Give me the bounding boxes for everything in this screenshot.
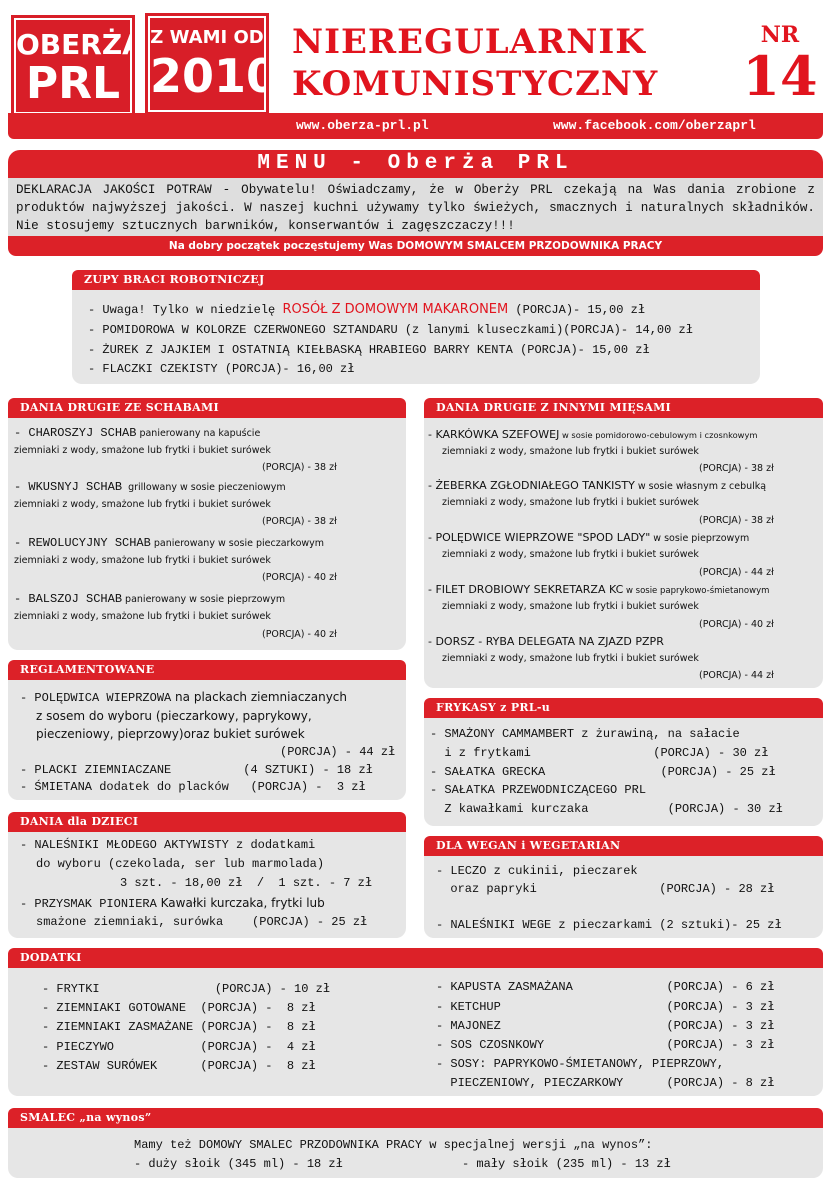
item-sides: ziemniaki z wody, smażone lub frytki i bukiet surówek [14,611,271,622]
logo-oberza-prl [14,18,144,114]
logo-since-line1: Z WAMI OD [150,27,264,48]
item-sides: ziemniaki z wody, smażone lub frytki i bukiet surówek [14,555,271,566]
section-body [424,418,823,688]
section-body [424,856,823,938]
item-desc: pieczeniowy, pieprzowy)oraz bukiet surówek [36,727,305,741]
issue-number: 14 [742,44,818,108]
item-desc: z sosem do wyboru (pieczarkowy, paprykowy, [36,709,312,723]
section-body [8,968,823,1096]
section-title: DANIA dla DZIECI [8,812,406,832]
list-item: - CHAROSZYJ SCHAB panierowany na kapuście [14,426,261,440]
list-item: - ZIEMNIAKI GOTOWANE (PORCJA) - 8 zł [42,1001,316,1015]
welcome-note: Na dobry początek poczęstujemy Was DOMOWYM SMALCEM PRZODOWNIKA PRACY [8,236,823,256]
section-title: SMALEC „na wynos” [8,1108,823,1128]
section-body [8,832,406,938]
section-title: ZUPY BRACI ROBOTNICZEJ [72,270,760,290]
item-price: (PORCJA) - 38 zł [262,462,337,473]
list-item: - SOSY: PAPRYKOWO-ŚMIETANOWY, PIEPRZOWY, [436,1057,725,1071]
list-item: - PRZYSMAK PIONIERA Kawałki kurczaka, frytki lub [20,896,325,911]
item-price: (PORCJA) - 38 zł [699,515,774,526]
item-sides: ziemniaki z wody, smażone lub frytki i bukiet surówek [442,601,699,612]
list-item: - POMIDOROWA W KOLORZE CZERWONEGO SZTANDARU (z lanymi kluseczkami)(PORCJA)- 14,00 zł [88,323,693,337]
item-price: (PORCJA) - 40 zł [262,629,337,640]
list-item: - KETCHUP (PORCJA) - 3 zł [436,1000,775,1014]
item-price: (PORCJA) - 38 zł [262,516,337,527]
list-item: - PIECZYWO (PORCJA) - 4 zł [42,1040,316,1054]
section-body [8,418,406,650]
list-item: - ZIEMNIAKI ZASMAŻANE (PORCJA) - 8 zł [42,1020,316,1034]
highlight-text: ROSÓŁ Z DOMOWYM MAKARONEM [282,302,509,317]
section-title: DANIA DRUGIE ZE SCHABAMI [8,398,406,418]
list-item: - DORSZ - RYBA DELEGATA NA ZJAZD PZPR [428,635,664,648]
item-desc: smażone ziemniaki, surówka (PORCJA) - 25 zł [36,915,368,929]
section-frykasy [424,698,823,826]
list-item: - SAŁATKA PRZEWODNICZĄCEGO PRL [430,783,647,797]
item-sides: ziemniaki z wody, smażone lub frytki i bukiet surówek [442,497,699,508]
item-price: (PORCJA) - 40 zł [262,572,337,583]
section-dzieci [8,812,406,938]
section-title: REGLAMENTOWANE [8,660,406,680]
item-price: (PORCJA) - 40 zł [699,619,774,630]
website-link[interactable]: www.oberza-prl.pl [296,118,429,133]
list-item: - NALEŚNIKI MŁODEGO AKTYWISTY z dodatkami [20,838,316,852]
section-title: DANIA DRUGIE Z INNYMI MIĘSAMI [424,398,823,418]
section-body [8,1128,823,1178]
section-wegan [424,836,823,938]
list-item: - BALSZOJ SCHAB panierowany w sosie pieprzowym [14,592,286,606]
list-item: - POLĘDWICA WIEPRZOWA na plackach ziemniaczanych [20,690,347,705]
list-item: - KAPUSTA ZASMAŻANA (PORCJA) - 6 zł [436,980,775,994]
item-price: (PORCJA) - 44 zł [699,670,774,681]
list-item: - NALEŚNIKI WEGE z pieczarkami (2 sztuki)- 25 zł [436,918,782,932]
issue-number-label: NR [760,22,800,48]
section-title: FRYKASY z PRL-u [424,698,823,718]
list-item: - ŻEBERKA ZGŁODNIAŁEGO TANKISTY w sosie własnym z cebulką [428,479,767,492]
section-reglamentowane [8,660,406,800]
list-item: - ŚMIETANA dodatek do placków (PORCJA) - 3 zł [20,780,366,794]
quality-declaration: DEKLARACJA JAKOŚCI POTRAW - Obywatelu! Oświadczamy, że w Oberży PRL czekają na Was dania zrobione z produktów najwyższej jakości. W naszej kuchni używamy tylko świeżych, smacznych i naturalnych składników. Nie stosujemy sztucznych barwników, konserwantów i zagęszczaczy!!! [8,178,823,236]
list-item: - SAŁATKA GRECKA (PORCJA) - 25 zł [430,765,776,779]
section-zupy [72,270,760,384]
list-item: - SMAŻONY CAMMAMBERT z żurawiną, na sałacie [430,727,740,741]
menu-title: MENU - Oberża PRL [8,150,823,178]
logo-line1: OBERŻA [16,28,144,61]
list-item: - SOS CZOSNKOWY (PORCJA) - 3 zł [436,1038,775,1052]
item-price: (PORCJA) - 44 zł [280,745,396,759]
list-item: - KARKÓWKA SZEFOWEJ w sosie pomidorowo-cebulowym i czosnkowym [428,428,758,441]
logo-line2: PRL [25,58,121,109]
item-sides: ziemniaki z wody, smażone lub frytki i bukiet surówek [442,653,699,664]
list-item: - PLACKI ZIEMNIACZANE (4 SZTUKI) - 18 zł [20,763,373,777]
url-bar [8,113,823,139]
list-item: Z kawałkami kurczaka (PORCJA) - 30 zł [430,802,783,816]
item-desc: do wyboru (czekolada, ser lub marmolada) [36,857,325,871]
list-item: - LECZO z cukinii, pieczarek [436,864,638,878]
list-item: - Uwaga! Tylko w niedzielę ROSÓŁ Z DOMOWYM MAKARONEM (PORCJA)- 15,00 zł [88,302,646,317]
title-line2: KOMUNISTYCZNY [292,64,659,104]
section-dodatki [8,948,823,1096]
list-item: - FILET DROBIOWY SEKRETARZA KC w sosie paprykowo-śmietanowym [428,583,770,596]
smalec-note: Mamy też DOMOWY SMALEC PRZODOWNIKA PRACY w specjalnej wersji „na wynos”: [134,1138,653,1152]
item-price: 3 szt. - 18,00 zł / 1 szt. - 7 zł [120,876,373,890]
item-price: (PORCJA) - 44 zł [699,567,774,578]
section-body [424,718,823,826]
list-item: - FLACZKI CZEKISTY (PORCJA)- 16,00 zł [88,362,355,376]
list-item: - ŻUREK Z JAJKIEM I OSTATNIĄ KIEŁBASKĄ HRABIEGO BARRY KENTA (PORCJA)- 15,00 zł [88,343,650,357]
item-sides: ziemniaki z wody, smażone lub frytki i bukiet surówek [442,549,699,560]
list-item: - POLĘDWICE WIEPRZOWE "SPOD LADY" w sosie pieprzowym [428,531,750,544]
list-item: oraz papryki (PORCJA) - 28 zł [436,882,775,896]
list-item: - WKUSNYJ SCHAB grillowany w sosie pieczeniowym [14,480,286,494]
item-sides: ziemniaki z wody, smażone lub frytki i bukiet surówek [14,445,271,456]
section-smalec [8,1108,823,1178]
section-body [72,290,760,384]
title-line1: NIEREGULARNIK [292,22,646,62]
section-body [8,680,406,800]
list-item: - FRYTKI (PORCJA) - 10 zł [42,982,331,996]
section-inne-miesa [424,398,823,688]
list-item: - REWOLUCYJNY SCHAB panierowany w sosie pieczarkowym [14,536,325,550]
section-title: DLA WEGAN i WEGETARIAN [424,836,823,856]
smalec-small: - mały słoik (235 ml) - 13 zł [462,1157,671,1171]
list-item: - ZESTAW SURÓWEK (PORCJA) - 8 zł [42,1059,316,1073]
section-title: DODATKI [8,948,823,968]
list-item: PIECZENIOWY, PIECZARKOWY (PORCJA) - 8 zł [436,1076,775,1090]
list-item: i z frytkami (PORCJA) - 30 zł [430,746,769,760]
item-price: (PORCJA) - 38 zł [699,463,774,474]
list-item: - MAJONEZ (PORCJA) - 3 zł [436,1019,775,1033]
smalec-large: - duży słoik (345 ml) - 18 zł [134,1157,343,1171]
item-sides: ziemniaki z wody, smażone lub frytki i bukiet surówek [442,446,699,457]
logo-since-line2: 2010 [150,49,279,103]
facebook-link[interactable]: www.facebook.com/oberzaprl [553,118,756,133]
logo-since-2010 [148,16,279,112]
section-schab [8,398,406,650]
item-sides: ziemniaki z wody, smażone lub frytki i bukiet surówek [14,499,271,510]
